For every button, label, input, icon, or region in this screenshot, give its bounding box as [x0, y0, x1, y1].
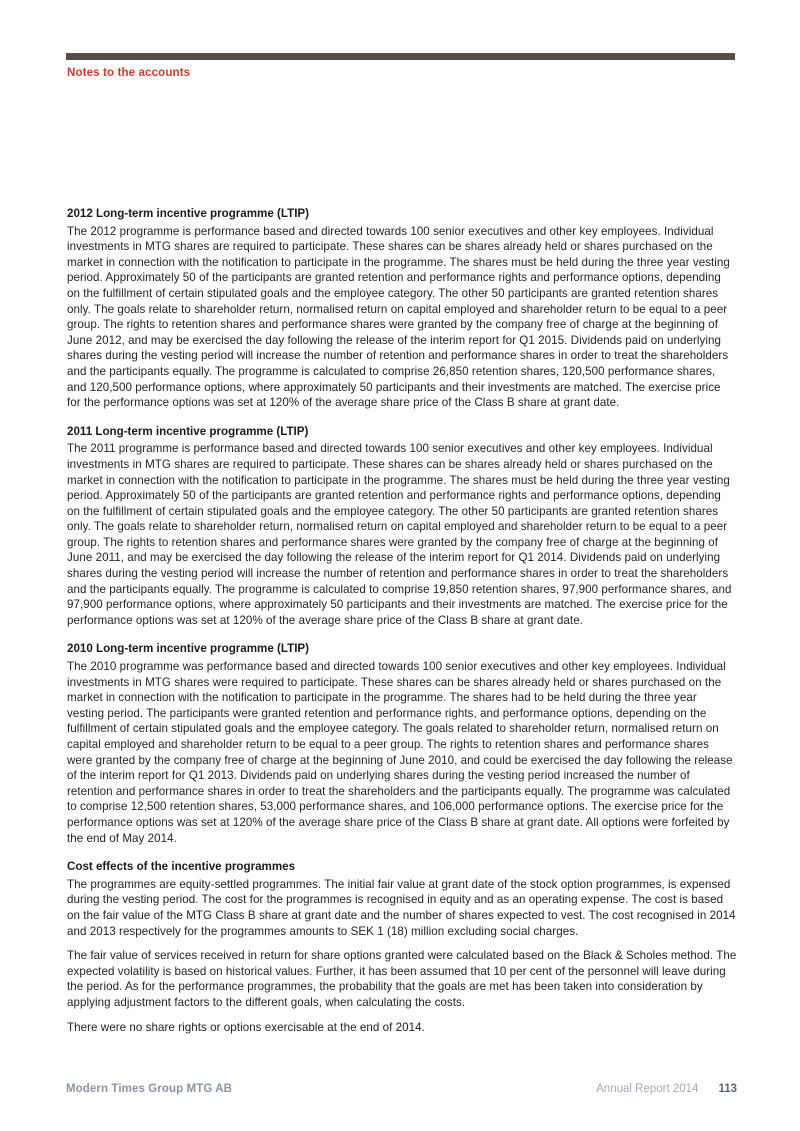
footer-page-number: 113: [718, 1083, 737, 1095]
footer-report-title: Annual Report 2014: [596, 1083, 699, 1095]
page-footer: [66, 1083, 737, 1095]
section-heading-ltip-2011: 2011 Long-term incentive programme (LTIP): [67, 424, 309, 438]
section-heading-ltip-2010: 2010 Long-term incentive programme (LTIP): [67, 642, 310, 656]
paragraph-cost-effects-2: The fair value of services received in return for share options granted were calculated based on the Black & Scholes method. The expected volatility is based on historical values. Further, it has been assumed that 10 per cent of the personnel will leave during the period. As for the performance programmes, the probability that the goals are met has been taken into consideration by applying adjustment factors to the different goals, when calculating the costs.: [67, 949, 737, 1009]
footer-right-group: [596, 1083, 737, 1095]
top-rule-bar: [66, 53, 735, 60]
paragraph-cost-effects-1: The programmes are equity-settled programmes. The initial fair value at grant date of the stock option programmes, is expensed during the vesting period. The cost for the programmes is recognised in equity and as an operating expense. The cost is based on the fair value of the MTG Class B share at grant date and the number of shares expected to vest. The cost recognised in 2014 and 2013 respectively for the programmes amounts to SEK 1 (18) million excluding social charges.: [67, 877, 736, 938]
page-header-label: Notes to the accounts: [67, 66, 191, 79]
paragraph-cost-effects-3: There were no share rights or options exercisable at the end of 2014.: [67, 1020, 425, 1034]
section-ltip-2012: [67, 206, 737, 411]
section-ltip-2010: [67, 641, 737, 846]
section-cost-effects: [67, 859, 737, 1035]
document-body: [67, 206, 737, 1048]
footer-company-name: Modern Times Group MTG AB: [66, 1083, 233, 1095]
section-heading-cost-effects: Cost effects of the incentive programmes: [67, 860, 296, 874]
section-heading-ltip-2012: 2012 Long-term incentive programme (LTIP): [67, 207, 310, 220]
section-ltip-2011: [67, 424, 737, 629]
paragraph-ltip-2010: The 2010 programme was performance based and directed towards 100 senior executives and other key employees. Individual investments in MTG shares were required to participate. These shares can be shares already held or shares purchased on the market in connection with the notification to participate in the programme. The shares had to be held during the three year vesting period. The participants were granted retention and performance rights, and performance options, depending on the fulfillment of certain stipulated goals and the employee category. The goals related to shareholder return, normalised return on capital employed and shareholder return to be equal to a peer group. The rights to retention shares and performance shares were granted by the company free of charge at the beginning of June 2010, and could be exercised the day following the release of the interim report for Q1 2013. Dividends paid on underlying shares during the vesting period increased the number of retention and performance shares in order to treat the shareholders and the participants equally. The programme was calculated to comprise 12,500 retention shares, 53,000 performance shares, and 106,000 performance options. The exercise price for the performance options was set at 120% of the average share price of the Class B share at grant date. All options were forfeited by the end of May 2014.: [67, 660, 733, 845]
paragraph-ltip-2012: The 2012 programme is performance based and directed towards 100 senior executives and other key employees. Individual investments in MTG shares are required to participate. These shares can be shares already held or shares purchased on the market in connection with the notification to participate in the programme. The shares must be held during the three year vesting period. Approximately 50 of the participants are granted retention and performance rights and performance options, depending on the fulfillment of certain stipulated goals and the employee category. The other 50 participants are granted retention shares only. The goals relate to shareholder return, normalised return on capital employed and shareholder return to be equal to a peer group. The rights to retention shares and performance shares were granted by the company free of charge at the beginning of June 2012, and may be exercised the day following the release of the interim report for Q1 2015. Dividends paid on underlying shares during the vesting period will increase the number of retention and performance shares in order to treat the shareholders and the participants equally. The programme is calculated to comprise 26,850 retention shares, 120,500 performance shares, and 120,500 performance options, where approximately 50 participants and their investments are matched. The exercise price for the performance options was set at 120% of the average share price of the Class B share at grant date.: [67, 224, 730, 410]
paragraph-ltip-2011: The 2011 programme is performance based and directed towards 100 senior executives and other key employees. Individual investments in MTG shares are required to participate. These shares can be shares already held or shares purchased on the market in connection with the notification to participate in the programme. The shares must be held during the three year vesting period. Approximately 50 of the participants are granted retention and performance rights and performance options, depending on the fulfillment of certain stipulated goals and the employee category. The other 50 participants are granted retention shares only. The goals relate to shareholder return, normalised return on capital employed and shareholder return to be equal to a peer group. The rights to retention shares and performance shares were granted by the company free of charge at the beginning of June 2011, and may be exercised the day following the release of the interim report for Q1 2014. Dividends paid on underlying shares during the vesting period will increase the number of retention and performance shares in order to treat the shareholders and the participants equally. The programme is calculated to comprise 19,850 retention shares, 97,900 performance shares, and 97,900 performance options, where approximately 50 participants and their investments are matched. The exercise price for the performance options was set at 120% of the average share price of the Class B share at grant date.: [67, 442, 732, 627]
